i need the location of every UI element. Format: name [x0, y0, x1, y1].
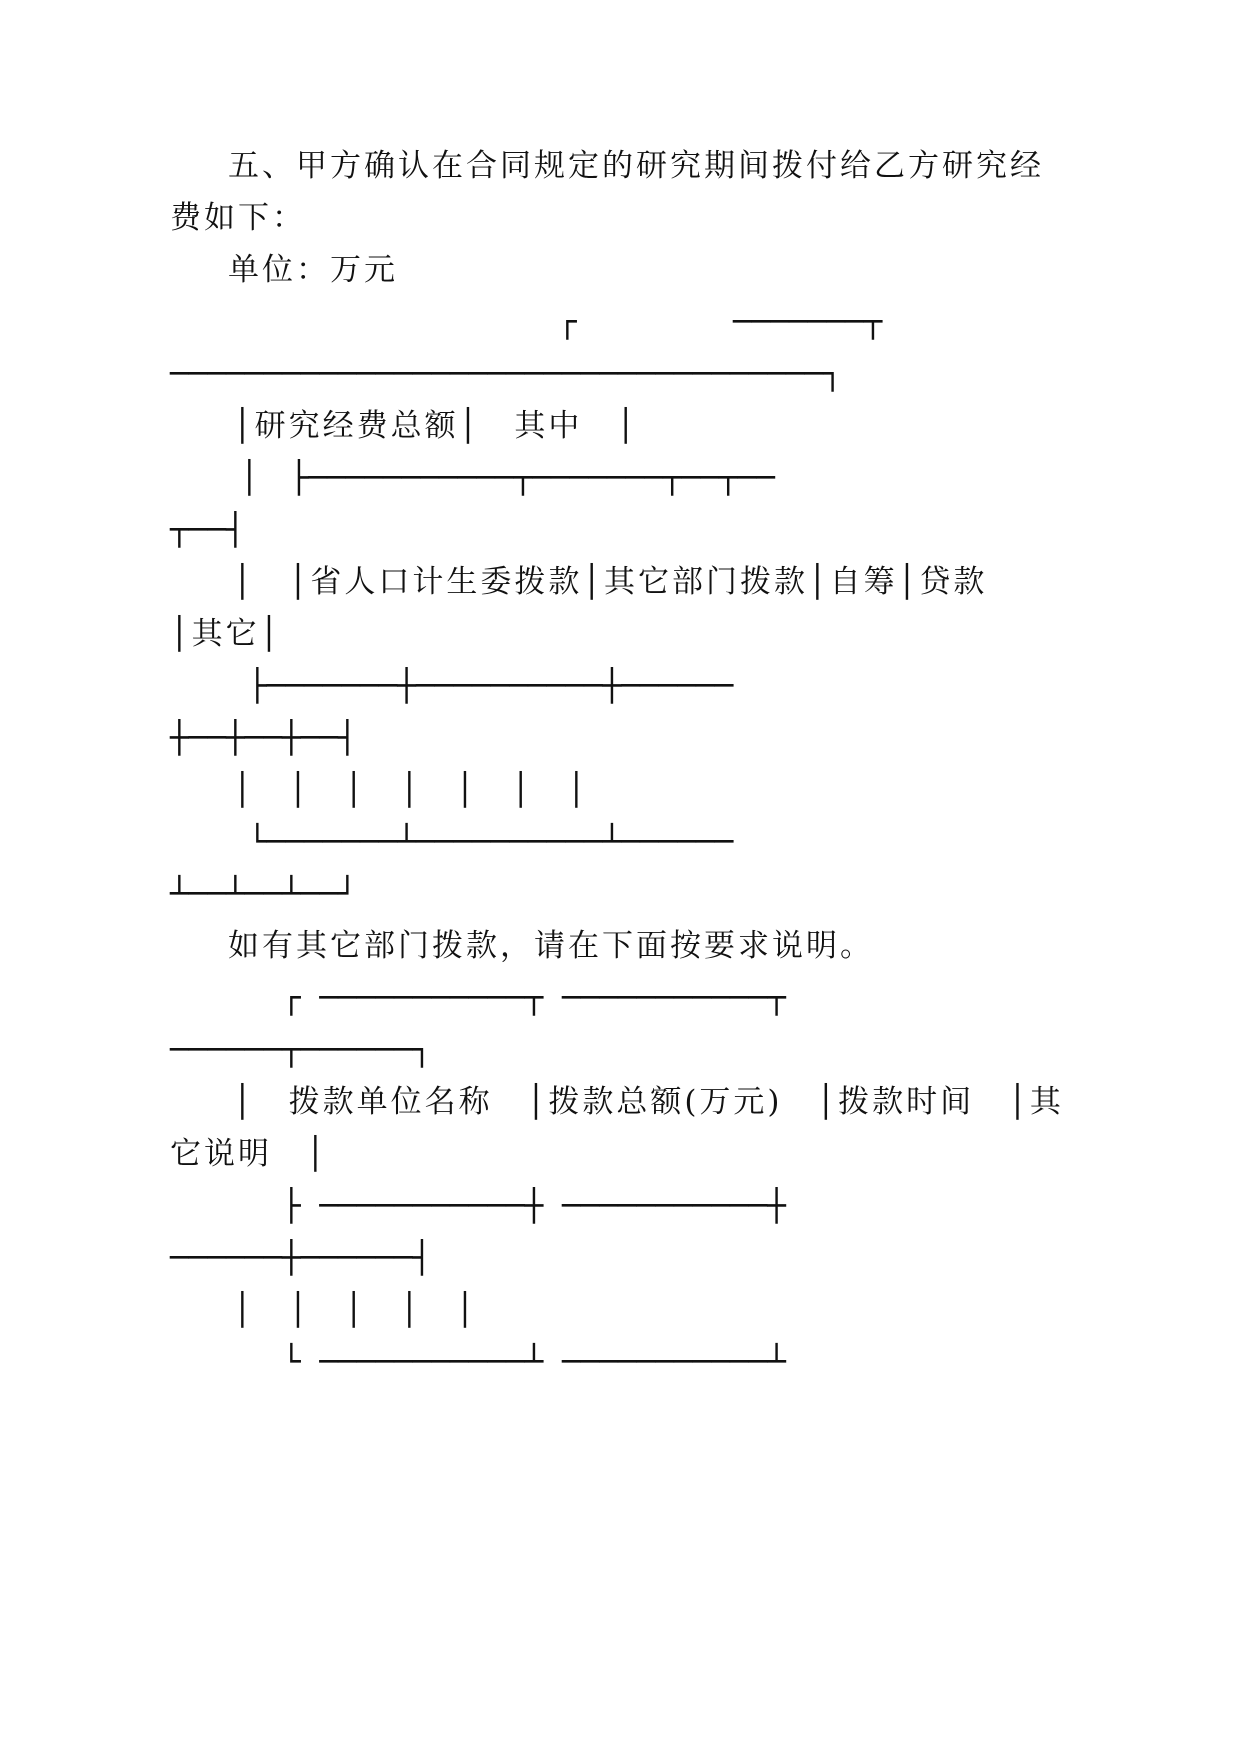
paragraph-line: 五、甲方确认在合同规定的研究期间拨付给乙方研究经 [228, 148, 1044, 184]
table-border-line: ┼──┼──┼──┤ [170, 720, 357, 756]
paragraph-line: 如有其它部门拨款，请在下面按要求说明。 [228, 928, 874, 964]
table-border-line: └───────┴──────────┴────── [248, 824, 734, 860]
table-border-line: ──────┬──────┐ [170, 1032, 432, 1068]
table-row: │ 拨款单位名称 │拨款总额(万元) │拨款时间 │其 [233, 1084, 1064, 1120]
table-border-line: └ ───────────┴ ───────────┴ [282, 1344, 786, 1380]
table-border-line: │ ├───────────┬───────┬──┬── [240, 460, 775, 496]
table-border-line: ┴──┴──┴──┘ [170, 876, 357, 912]
table-row: │ │ │ │ │ │ │ [233, 772, 589, 808]
table-row: │研究经费总额│ 其中 │ [233, 408, 638, 444]
table-row: │ │ │ │ │ [233, 1292, 478, 1328]
table-border-line: ───────┬ [733, 304, 883, 340]
table-border-line: ┌ [558, 304, 577, 340]
table-border-line: ──────┼──────┤ [170, 1240, 432, 1276]
paragraph-line: 费如下： [170, 200, 306, 236]
table-border-line: ├───────┼──────────┼────── [248, 668, 734, 704]
table-border-line: ───────────────────────────────────┐ [170, 356, 842, 392]
table-row: 它说明 │ [170, 1136, 328, 1172]
table-border-line: ┬──┤ [170, 512, 245, 548]
table-border-line: ├ ───────────┼ ───────────┼ [282, 1188, 786, 1224]
unit-line: 单位：万元 [228, 252, 398, 288]
table-row: │其它│ [170, 616, 282, 652]
table-row: │ │省人口计生委拨款│其它部门拨款│自筹│贷款 [233, 564, 988, 600]
table-border-line: ┌ ───────────┬ ───────────┬ [282, 980, 786, 1016]
